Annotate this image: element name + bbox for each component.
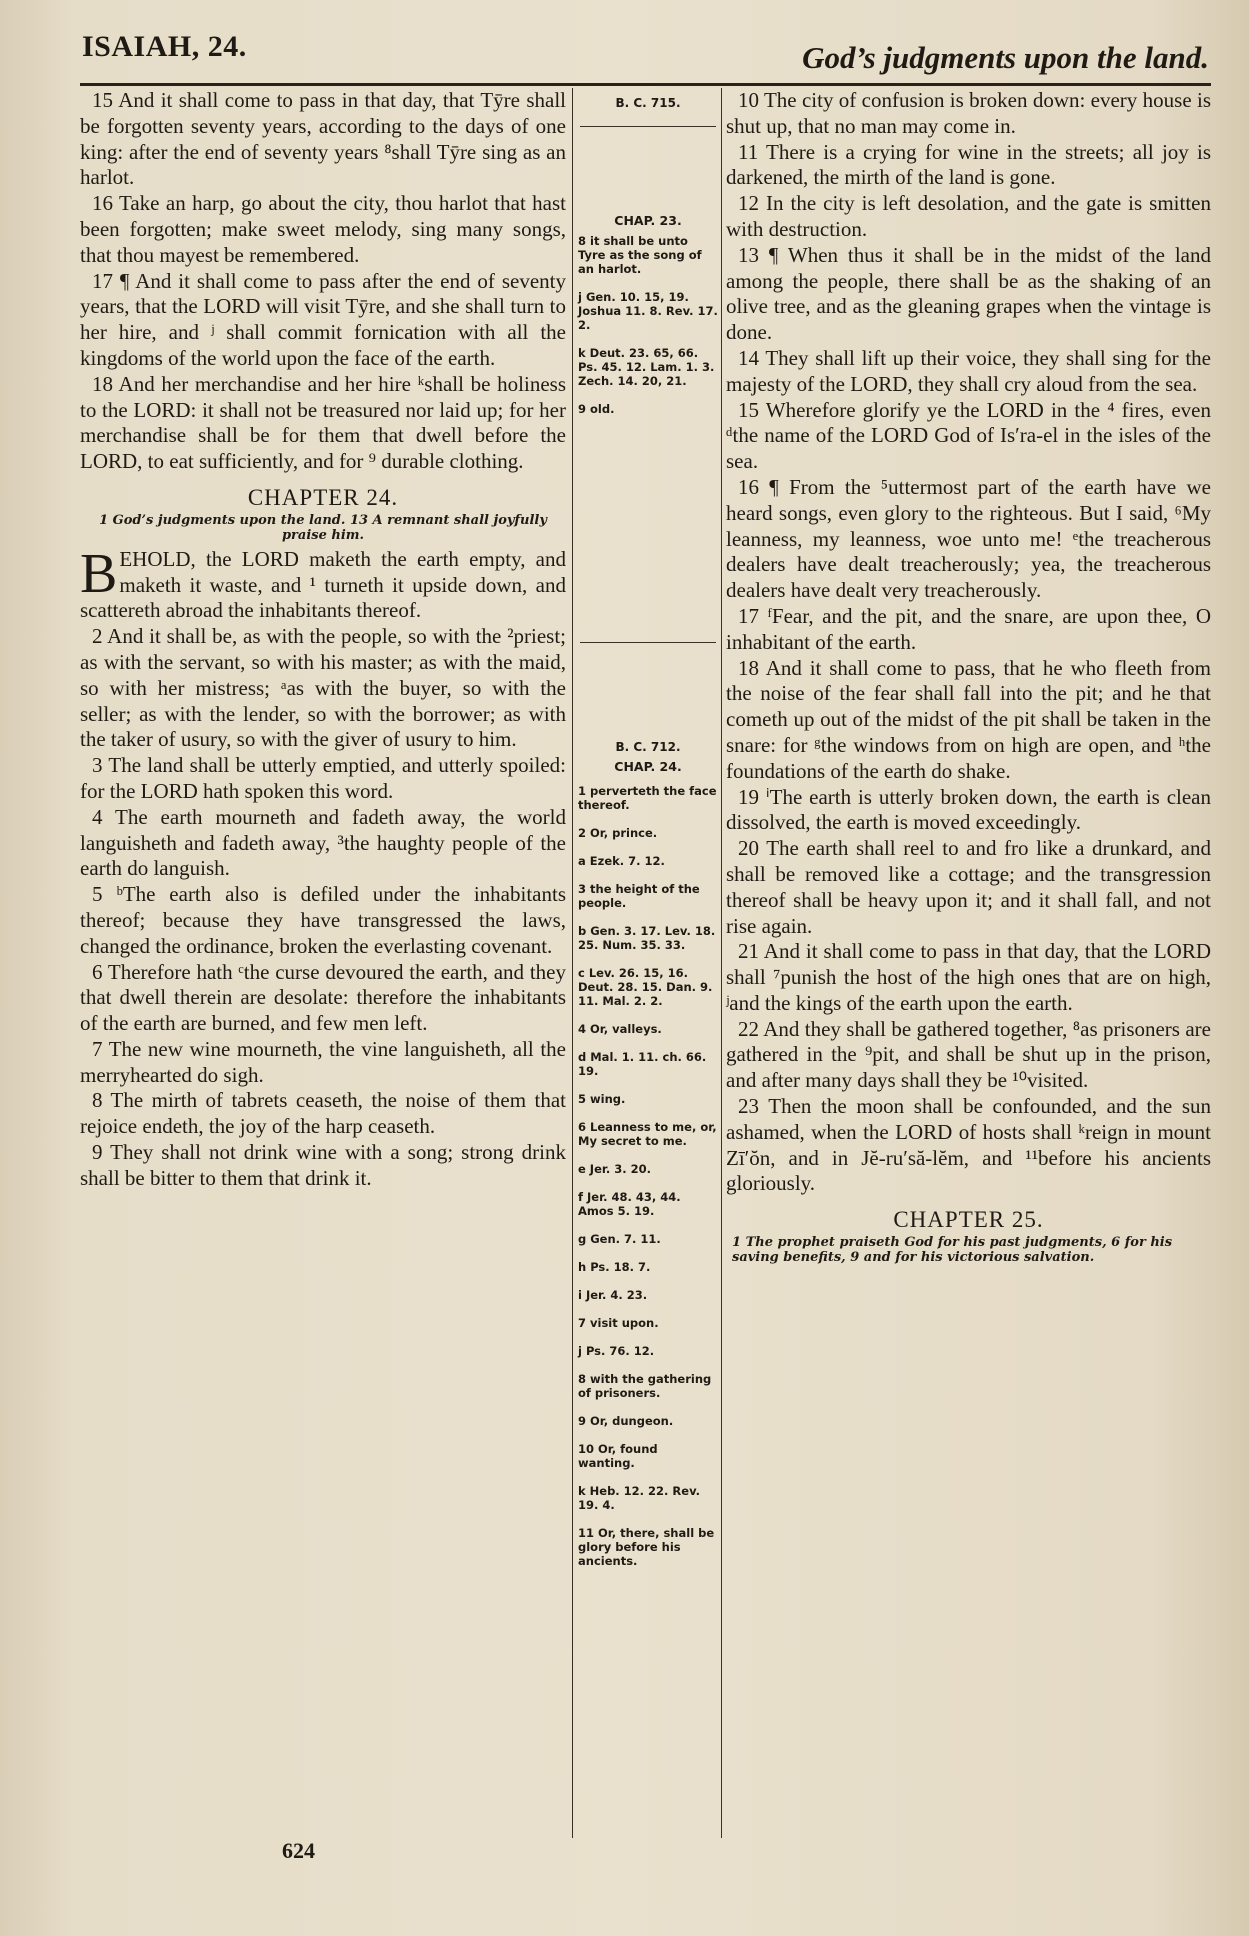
running-head-topic: God’s judgments upon the land. (802, 40, 1209, 75)
margin-note: j Gen. 10. 15, 19. Joshua 11. 8. Rev. 17. 2. (578, 290, 718, 332)
verse-24-13: 13 ¶ When thus it shall be in the midst of the land among the people, there shall be as the shaking of an olive tree, and as the gleaning grapes when the vintage is done. (726, 242, 1211, 345)
running-head-book: ISAIAH, 24. (82, 30, 247, 63)
margin-chapter-label: CHAP. 23. (614, 213, 682, 228)
chapter-25-heading: CHAPTER 25. (893, 1207, 1044, 1233)
verse-23-15: 15 And it shall come to pass in that day, that Tȳre shall be forgotten seventy years, according to the days of one king: after the end of seventy years ⁸shall Tȳre sing as an harlot. (80, 88, 566, 190)
margin-note: 1 perverteth the face thereof. (578, 784, 717, 812)
verse-24-4: 4 The earth mourneth and fadeth away, the world languisheth and fadeth away, ³the haughty people of the earth do languish. (80, 804, 566, 881)
margin-note: 4 Or, valleys. (578, 1022, 662, 1036)
margin-note: 3 the height of the people. (578, 882, 700, 910)
margin-note: a Ezek. 7. 12. (578, 854, 665, 868)
margin-note: 10 Or, found wanting. (578, 1442, 658, 1470)
verse-24-18: 18 And it shall come to pass, that he who fleeth from the noise of the fear shall fall into the pit; and he that cometh up out of the midst of the pit shall be taken in the snare: for ᵍthe windows from on high are open, and ʰthe foundations of the earth do shake. (726, 655, 1211, 783)
margin-note: k Deut. 23. 65, 66. Ps. 45. 12. Lam. 1. 3. Zech. 14. 20, 21. (578, 346, 715, 388)
verse-24-12: 12 In the city is left desolation, and the gate is smitten with destruction. (726, 191, 1211, 241)
verse-23-18: 18 And her merchandise and her hire ᵏshall be holiness to the LORD: it shall not be treasured nor laid up; for her merchandise shall be for them that dwell before the LORD, to eat sufficiently, and for ⁹ durable clothing. (80, 371, 566, 474)
verse-24-20: 20 The earth shall reel to and fro like a drunkard, and shall be removed like a cottage; and the transgression thereof shall be heavy upon it; and it shall fall, and not rise again. (726, 836, 1211, 938)
verse-24-5: 5 ᵇThe earth also is defiled under the inhabitants thereof; because they have transgressed the laws, changed the ordinance, broken the everlasting covenant. (80, 882, 566, 958)
margin-notes-ch24 (578, 740, 718, 1582)
verse-24-17: 17 ᶠFear, and the pit, and the snare, are upon thee, O inhabitant of the earth. (726, 603, 1211, 654)
margin-rule (580, 126, 716, 127)
verse-24-22: 22 And they shall be gathered together, ⁸as prisoners are gathered in the ⁹pit, and shall be shut up in the prison, and after many days shall they be ¹⁰visited. (726, 1016, 1211, 1093)
margin-note: f Jer. 48. 43, 44. Amos 5. 19. (578, 1190, 681, 1218)
margin-note: 8 it shall be unto Tyre as the song of an harlot. (578, 234, 702, 276)
margin-notes-ch23-body (578, 214, 718, 430)
verse-24-9: 9 They shall not drink wine with a song; strong drink shall be bitter to them that drink it. (80, 1140, 566, 1190)
verse-23-17: 17 ¶ And it shall come to pass after the end of seventy years, that the LORD will visit Tȳre, and she shall turn to her hire, and ʲ shall commit fornication with all the kingdoms of the world upon the face of the earth. (80, 268, 566, 370)
margin-notes-ch23 (578, 96, 718, 116)
verse-24-1-text: EHOLD, the LORD maketh the earth empty, and maketh it waste, and ¹ turneth it upside down, and scattereth abroad the inhabitants thereof. (80, 546, 566, 623)
margin-note: c Lev. 26. 15, 16. Deut. 28. 15. Dan. 9. 11. Mal. 2. 2. (578, 966, 713, 1008)
margin-note: 9 old. (578, 402, 615, 416)
verse-24-3: 3 The land shall be utterly emptied, and utterly spoiled: for the LORD hath spoken this word. (80, 753, 566, 803)
column-divider-left (572, 88, 573, 1838)
margin-note: 6 Leanness to me, or, My secret to me. (578, 1120, 717, 1148)
verse-24-10: 10 The city of confusion is broken down: every house is shut up, that no man may come in. (726, 88, 1211, 138)
page-number: 624 (282, 1838, 315, 1863)
verse-24-16: 16 ¶ From the ⁵uttermost part of the earth have we heard songs, even glory to the righteous. But I said, ⁶My leanness, my leanness, woe unto me! ᵉthe treacherous dealers have dealt treacherously; yea, the treacherous dealers have dealt very treacherously. (726, 474, 1211, 603)
drop-cap: B (80, 542, 118, 605)
verse-24-11: 11 There is a crying for wine in the streets; all joy is darkened, the mirth of the land is gone. (726, 139, 1211, 190)
margin-note: g Gen. 7. 11. (578, 1232, 661, 1246)
margin-note: d Mal. 1. 11. ch. 66. 19. (578, 1050, 707, 1078)
header-rule (80, 83, 1211, 86)
verse-24-15: 15 Wherefore glorify ye the LORD in the ⁴ fires, even ᵈthe name of the LORD God of Is′ra-el in the isles of the sea. (726, 397, 1211, 474)
verse-24-23: 23 Then the moon shall be confounded, and the sun ashamed, when the LORD of hosts shall ᵏreign in mount Zī′ŏn, and in Jĕ-ru′să-lĕm, and ¹¹before his ancients gloriously. (726, 1094, 1211, 1196)
verse-24-8: 8 The mirth of tabrets ceaseth, the noise of them that rejoice endeth, the joy of the harp ceaseth. (80, 1088, 566, 1139)
margin-note: j Ps. 76. 12. (578, 1344, 655, 1358)
verse-24-19: 19 ⁱThe earth is utterly broken down, the earth is clean dissolved, the earth is moved exceedingly. (726, 784, 1211, 835)
margin-chapter-label: CHAP. 24. (614, 759, 682, 774)
verse-24-2: 2 And it shall be, as with the people, so with the ²priest; as with the servant, so with his master; as with the maid, so with her mistress; ᵃas with the buyer, so with the seller; as with the lender, so with the borrower; as with the taker of usury, so with the giver of usury to him. (80, 624, 566, 752)
margin-note: 8 with the gathering of prisoners. (578, 1372, 712, 1400)
verse-23-16: 16 Take an harp, go about the city, thou harlot that hast been forgotten; make sweet melody, sing many songs, that thou mayest be remembered. (80, 191, 566, 267)
margin-note: 9 Or, dungeon. (578, 1414, 674, 1428)
verse-24-7: 7 The new wine mourneth, the vine languisheth, all the merryhearted do sigh. (80, 1036, 566, 1087)
margin-note: i Jer. 4. 23. (578, 1288, 648, 1302)
verse-24-21: 21 And it shall come to pass in that day, that the LORD shall ⁷punish the host of the high ones that are on high, ʲand the kings of the earth upon the earth. (726, 939, 1211, 1015)
margin-note: e Jer. 3. 20. (578, 1162, 652, 1176)
verse-24-14: 14 They shall lift up their voice, they shall sing for the majesty of the LORD, they shall cry aloud from the sea. (726, 345, 1211, 396)
margin-note: 7 visit upon. (578, 1316, 659, 1330)
margin-note: 11 Or, there, shall be glory before his ancients. (578, 1526, 715, 1568)
margin-note: k Heb. 12. 22. Rev. 19. 4. (578, 1484, 701, 1512)
margin-date: B. C. 715. (615, 96, 681, 110)
margin-rule (580, 642, 716, 643)
margin-note: 5 wing. (578, 1092, 626, 1106)
chapter-24-heading: CHAPTER 24. (247, 484, 399, 510)
column-divider-right (721, 88, 722, 1838)
margin-note: b Gen. 3. 17. Lev. 18. 25. Num. 35. 33. (578, 924, 716, 952)
left-text-column (80, 88, 566, 1192)
verse-24-1 (80, 542, 566, 624)
verse-24-6: 6 Therefore hath ᶜthe curse devoured the earth, and they that dwell therein are desolate: therefore the inhabitants of the earth are burned, and few men left. (80, 959, 566, 1036)
chapter-25-summary: 1 The prophet praiseth God for his past judgments, 6 for his saving benefits, 9 and for his victorious salvation. (732, 1235, 1173, 1266)
margin-date: B. C. 712. (615, 740, 681, 754)
chapter-24-summary: 1 God’s judgments upon the land. 13 A remnant shall joyfully praise him. (99, 512, 547, 543)
margin-note: 2 Or, prince. (578, 826, 658, 840)
margin-note: h Ps. 18. 7. (578, 1260, 651, 1274)
right-text-column (726, 88, 1211, 1269)
